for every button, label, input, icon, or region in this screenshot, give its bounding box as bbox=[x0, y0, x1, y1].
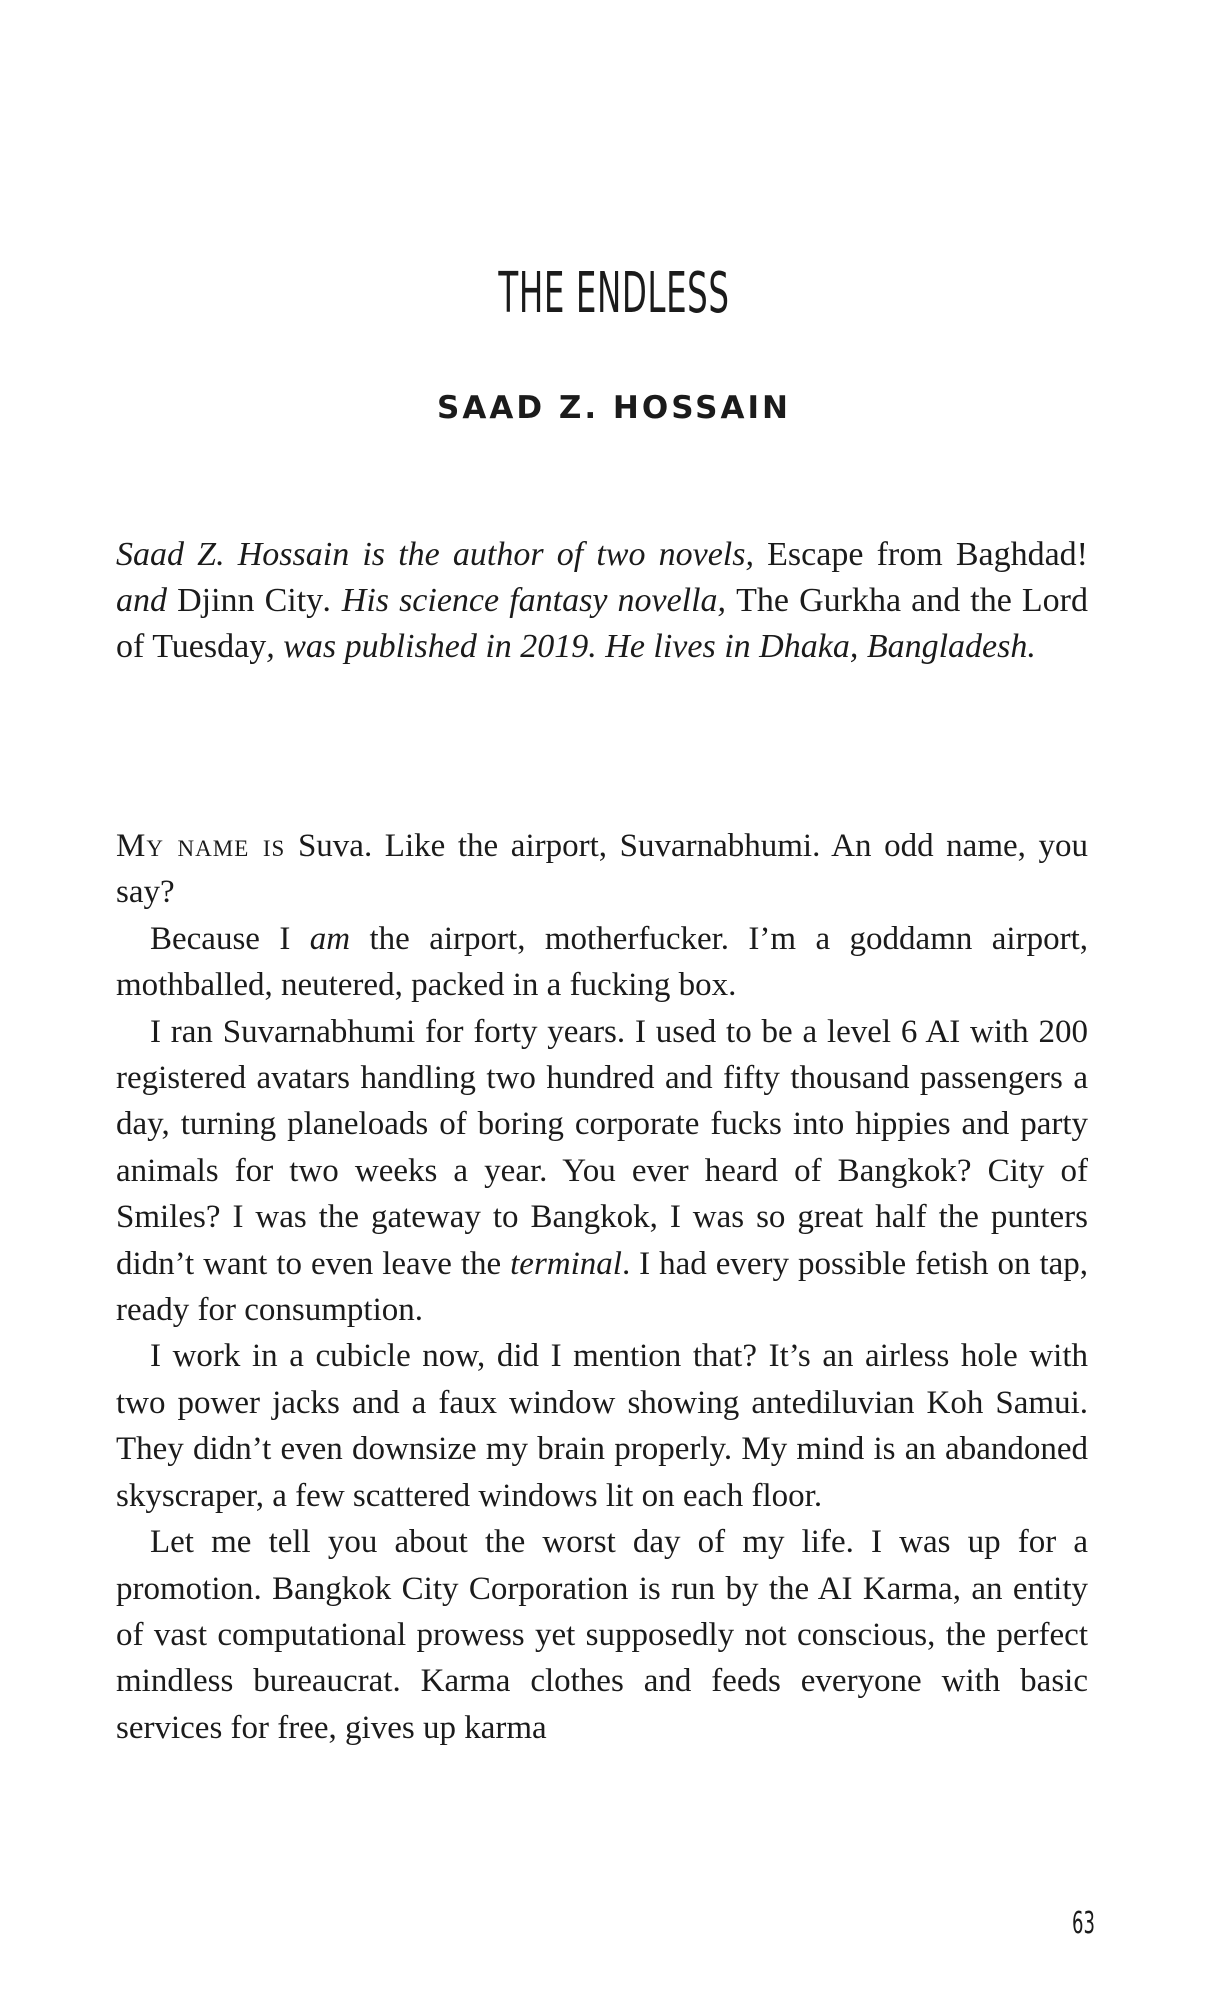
paragraph-1 bbox=[116, 823, 1088, 916]
bio-novel-title-2: Djinn City bbox=[177, 582, 324, 619]
bio-text-4: , was published in 2019. He lives in Dhaka, Bangladesh. bbox=[266, 628, 1036, 665]
paragraph-2-emphasis: am bbox=[309, 920, 351, 957]
paragraph-2-text-b: the airport, motherfucker. I’m a goddamn airport, mothballed, neutered, packed in a fucking box. bbox=[116, 920, 1088, 1004]
paragraph-3-text-a: I ran Suvarnabhumi for forty years. I used to be a level 6 AI with 200 registered avatars handling two hundred and fifty thousand passengers a day, turning planeloads of boring corporate fucks into hippies and party animals for two weeks a year. You ever heard of Bangkok? City of Smiles? I was the gateway to Bangkok, I was so great half the punters didn’t want to even leave the bbox=[116, 1013, 1088, 1282]
story-title: THE ENDLESS bbox=[498, 261, 730, 326]
bio-text-2: and bbox=[116, 582, 178, 619]
paragraph-5: Let me tell you about the worst day of my life. I was up for a promotion. Bangkok City Corporation is run by the AI Karma, an entity of vast computational prowess yet supposedly not conscious, the perfect mindless bureaucrat. Karma clothes and feeds everyone with basic services for free, gives up karma bbox=[116, 1524, 1088, 1746]
bio-author-name: Saad Z. Hossain bbox=[116, 536, 350, 573]
paragraph-3 bbox=[116, 1009, 1088, 1334]
author-bio bbox=[116, 532, 1088, 670]
paragraph-2-text-a: Because I bbox=[150, 920, 310, 957]
paragraph-3-text-b: . I had every possible fetish on tap, ready for consumption. bbox=[116, 1245, 1089, 1329]
story-body bbox=[116, 823, 1088, 1751]
opening-small-caps: My name is bbox=[116, 828, 286, 864]
paragraph-2 bbox=[116, 916, 1088, 1009]
paragraph-1-text: Suva. Like the airport, Suvarnabhumi. An odd name, you say? bbox=[116, 828, 1088, 911]
paragraph-3-emphasis: terminal bbox=[510, 1245, 622, 1282]
bio-text-1: is the author of two novels, bbox=[349, 536, 768, 573]
bio-text-3: . His science fantasy novella, bbox=[323, 582, 737, 619]
paragraph-4: I work in a cubicle now, did I mention that? It’s an airless hole with two power jacks and a faux window showing antediluvian Koh Samui. They didn’t even downsize my brain properly. My mind is an abandoned skyscraper, a few scattered windows lit on each floor. bbox=[116, 1338, 1088, 1514]
author-name: SAAD Z. HOSSAIN bbox=[437, 390, 791, 426]
bio-novella-title: The Gurkha and the Lord of Tuesday bbox=[116, 582, 1088, 665]
bio-novel-title-1: Escape from Baghdad! bbox=[767, 536, 1089, 573]
page-number: 63 bbox=[1072, 1906, 1095, 1941]
